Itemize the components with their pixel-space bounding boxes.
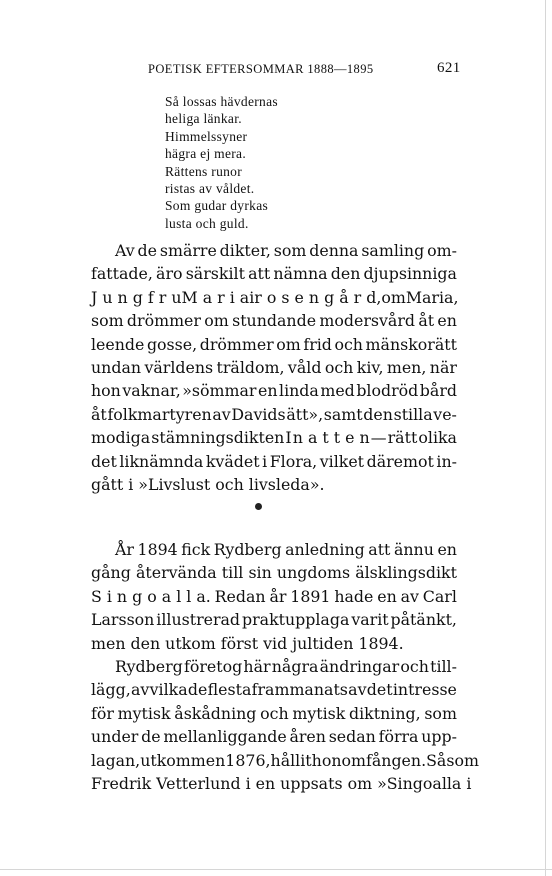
word: år bbox=[269, 586, 287, 606]
word: en bbox=[255, 773, 276, 793]
word: med bbox=[320, 381, 355, 401]
word: liknämnda bbox=[119, 451, 204, 471]
page-edge-right bbox=[545, 0, 546, 876]
text-line bbox=[91, 538, 457, 561]
word: »sömmar bbox=[182, 381, 257, 401]
word: smärre bbox=[159, 241, 217, 260]
word: Redan bbox=[214, 586, 266, 606]
word: stämningsdikten bbox=[151, 428, 285, 448]
word: utkommen bbox=[140, 750, 226, 770]
word: till- bbox=[430, 657, 457, 676]
word: Av bbox=[115, 241, 135, 260]
word: och bbox=[334, 334, 363, 354]
word: lägg, bbox=[91, 680, 131, 700]
word: de bbox=[141, 727, 161, 747]
word: leende bbox=[91, 334, 145, 354]
word: gått bbox=[91, 474, 124, 494]
word: och bbox=[215, 474, 244, 494]
word: under bbox=[91, 727, 139, 747]
word: älsklingsdikt bbox=[355, 563, 457, 583]
text-line bbox=[91, 309, 457, 332]
word: Carl bbox=[422, 586, 457, 606]
word: frid bbox=[303, 334, 332, 354]
page-edge-bottom bbox=[0, 869, 552, 870]
word: att bbox=[368, 540, 391, 559]
word: för bbox=[91, 703, 114, 723]
word: frammanats bbox=[251, 680, 348, 700]
poem-line: Rättens runor bbox=[165, 163, 243, 179]
word: det bbox=[91, 451, 117, 471]
word: i bbox=[249, 287, 255, 307]
text-line bbox=[91, 749, 479, 772]
running-title: POETISK EFTERSOMMAR 1888—1895 bbox=[148, 62, 374, 76]
word: samling bbox=[361, 241, 425, 260]
word: mytisk bbox=[117, 703, 171, 723]
section-separator-dot bbox=[255, 503, 262, 510]
word: Fredrik bbox=[91, 773, 152, 793]
text-line bbox=[91, 379, 457, 402]
word: drömmer bbox=[199, 334, 274, 354]
word: kvädet bbox=[205, 451, 260, 471]
word: att bbox=[248, 264, 271, 284]
word: en bbox=[257, 381, 278, 401]
word: särskilt bbox=[185, 264, 245, 284]
word: av bbox=[400, 586, 419, 606]
word: olika bbox=[418, 428, 457, 448]
word: anledning bbox=[285, 540, 365, 559]
word: n a t t e n bbox=[292, 428, 370, 448]
word: den bbox=[330, 264, 361, 284]
word: som bbox=[424, 703, 457, 723]
poem-line: hägra ej mera. bbox=[165, 146, 247, 162]
word: dikter, bbox=[219, 241, 271, 260]
word: varit bbox=[351, 610, 389, 630]
text-line bbox=[91, 333, 457, 356]
text-line bbox=[91, 632, 457, 655]
page-number: 621 bbox=[437, 60, 461, 76]
word: i bbox=[245, 773, 251, 793]
word: S i n g o a l l a. bbox=[91, 586, 211, 606]
word: 1876, bbox=[225, 750, 271, 770]
word: diktning, bbox=[349, 703, 421, 723]
poem-line: Som gudar dyrkas bbox=[165, 198, 269, 214]
word: det bbox=[366, 680, 393, 700]
text-line bbox=[91, 702, 457, 725]
word: mytisk bbox=[292, 703, 346, 723]
word: 1894 bbox=[137, 540, 178, 559]
word: om bbox=[276, 334, 301, 354]
word: om- bbox=[427, 241, 457, 260]
word: vaknar, bbox=[122, 381, 181, 401]
word: de bbox=[187, 680, 208, 700]
word: bård bbox=[419, 381, 457, 401]
word: ännu bbox=[393, 540, 434, 559]
text-line bbox=[91, 426, 457, 449]
text-line bbox=[91, 450, 457, 473]
word: Vetterlund bbox=[156, 773, 241, 793]
text-line bbox=[91, 725, 457, 748]
word: träldom, bbox=[216, 357, 285, 377]
text-line bbox=[91, 286, 457, 309]
word: i bbox=[262, 451, 268, 471]
word: som bbox=[273, 241, 307, 260]
text-line bbox=[91, 473, 457, 496]
poem-line: ristas av våldet. bbox=[165, 181, 255, 197]
word: världens bbox=[144, 357, 214, 377]
word: folkmartyren bbox=[107, 404, 212, 424]
word: I bbox=[285, 428, 292, 448]
word: om bbox=[381, 287, 406, 307]
word: ätt», bbox=[286, 404, 324, 424]
word: Larsson bbox=[91, 610, 155, 630]
word: av bbox=[348, 680, 367, 700]
word: honom bbox=[311, 750, 366, 770]
text-line bbox=[91, 356, 457, 379]
paragraph-2 bbox=[91, 538, 457, 655]
word: stilla bbox=[393, 404, 433, 424]
word: samt bbox=[323, 404, 363, 424]
word: r o s e n g å r d, bbox=[254, 287, 382, 307]
word: hon bbox=[91, 381, 121, 401]
word: undan bbox=[91, 357, 142, 377]
word: däremot bbox=[366, 451, 434, 471]
word: mänskorätt bbox=[365, 334, 457, 354]
word: förra bbox=[378, 727, 419, 747]
word: våld bbox=[287, 357, 322, 377]
poem-line: Så lossas hävdernas bbox=[165, 94, 278, 109]
word: utkom bbox=[165, 633, 216, 653]
word: Flora, bbox=[269, 451, 318, 471]
word: linda bbox=[279, 381, 319, 401]
text-line bbox=[91, 561, 457, 584]
word: de bbox=[137, 241, 158, 260]
word: men bbox=[91, 633, 126, 653]
word: drömmer bbox=[126, 311, 201, 331]
word: ungdoms bbox=[276, 563, 351, 583]
word: av bbox=[130, 680, 150, 700]
word: mellanliggande bbox=[163, 727, 287, 747]
word: »Livslust bbox=[138, 474, 211, 494]
word: Davids bbox=[231, 404, 286, 424]
paragraph-3 bbox=[91, 655, 479, 795]
text-line bbox=[91, 655, 457, 678]
word: om bbox=[204, 311, 229, 331]
word: den bbox=[363, 404, 393, 424]
word: fick bbox=[181, 540, 211, 559]
word: när bbox=[429, 357, 457, 377]
word: intresse bbox=[392, 680, 457, 700]
word: här bbox=[243, 657, 271, 676]
word: 1894. bbox=[358, 633, 404, 653]
text-line bbox=[91, 403, 457, 426]
word: i bbox=[128, 474, 134, 494]
word: djupsinniga bbox=[363, 264, 457, 284]
word: påtänkt, bbox=[390, 610, 457, 630]
word: en bbox=[437, 540, 457, 559]
text-line bbox=[91, 585, 457, 608]
word: M a r i a bbox=[181, 287, 250, 307]
word: vid bbox=[263, 633, 288, 653]
word: vilket bbox=[319, 451, 365, 471]
word: kiv, bbox=[356, 357, 384, 377]
word: — bbox=[370, 428, 387, 448]
word: modersvård bbox=[319, 311, 415, 331]
word: modiga bbox=[91, 428, 151, 448]
word: 1891 bbox=[290, 586, 331, 606]
word: Såsom bbox=[426, 750, 479, 770]
poem-line: lusta och guld. bbox=[165, 215, 249, 231]
word: en bbox=[377, 586, 397, 606]
word: in- bbox=[436, 451, 457, 471]
word: ändringar bbox=[319, 657, 400, 676]
word: ve- bbox=[433, 404, 457, 424]
word: åt bbox=[418, 311, 435, 331]
word: lagan, bbox=[91, 750, 141, 770]
word: flesta bbox=[207, 680, 252, 700]
word: och bbox=[324, 357, 354, 377]
word: vilka bbox=[149, 680, 188, 700]
word: stundande bbox=[232, 311, 317, 331]
word: blodröd bbox=[356, 381, 419, 401]
word: rätt bbox=[387, 428, 418, 448]
word: hållit bbox=[270, 750, 312, 770]
word: uppsats bbox=[280, 773, 343, 793]
word: hade bbox=[334, 586, 374, 606]
text-line bbox=[91, 262, 457, 285]
paragraph-1 bbox=[91, 239, 457, 496]
poem-line: Himmelssyner bbox=[165, 128, 248, 144]
word: först bbox=[220, 633, 259, 653]
word: nämna bbox=[273, 264, 328, 284]
word: gosse, bbox=[146, 334, 198, 354]
word: äro bbox=[156, 264, 183, 284]
word: den bbox=[130, 633, 161, 653]
word: År bbox=[115, 540, 134, 559]
text-line bbox=[91, 772, 472, 795]
word: sedan bbox=[328, 727, 376, 747]
word: Rydberg bbox=[213, 540, 282, 559]
word: företog bbox=[183, 657, 243, 676]
word: om bbox=[347, 773, 373, 793]
text-line bbox=[91, 239, 457, 262]
poem-line: heliga länkar. bbox=[165, 111, 242, 127]
word: gång bbox=[91, 563, 131, 583]
word: av bbox=[212, 404, 231, 424]
word: Maria, bbox=[405, 287, 459, 307]
running-header bbox=[0, 60, 552, 80]
word: upp- bbox=[421, 727, 457, 747]
word: och bbox=[260, 703, 289, 723]
word: och bbox=[400, 657, 429, 676]
word: åren bbox=[289, 727, 326, 747]
word: som bbox=[91, 311, 124, 331]
word: jultiden bbox=[292, 633, 354, 653]
text-line bbox=[91, 678, 457, 701]
word: i bbox=[466, 773, 472, 793]
word: sin bbox=[248, 563, 272, 583]
word: några bbox=[271, 657, 319, 676]
word: denna bbox=[309, 241, 359, 260]
word: praktupplaga bbox=[241, 610, 350, 630]
word: återvända bbox=[135, 563, 217, 583]
word: »Singoalla bbox=[377, 773, 462, 793]
text-line bbox=[91, 608, 457, 631]
word: fattade, bbox=[91, 264, 153, 284]
word: en bbox=[437, 311, 457, 331]
poem-quote bbox=[165, 93, 278, 232]
word: Rydberg bbox=[115, 657, 183, 676]
word: livsleda». bbox=[248, 474, 325, 494]
word: fången. bbox=[366, 750, 427, 770]
word: J u n g f r u bbox=[91, 287, 182, 307]
word: men, bbox=[386, 357, 427, 377]
word: illustrerad bbox=[156, 610, 241, 630]
word: åt bbox=[91, 404, 107, 424]
word: åskådning bbox=[174, 703, 257, 723]
word: till bbox=[221, 563, 244, 583]
